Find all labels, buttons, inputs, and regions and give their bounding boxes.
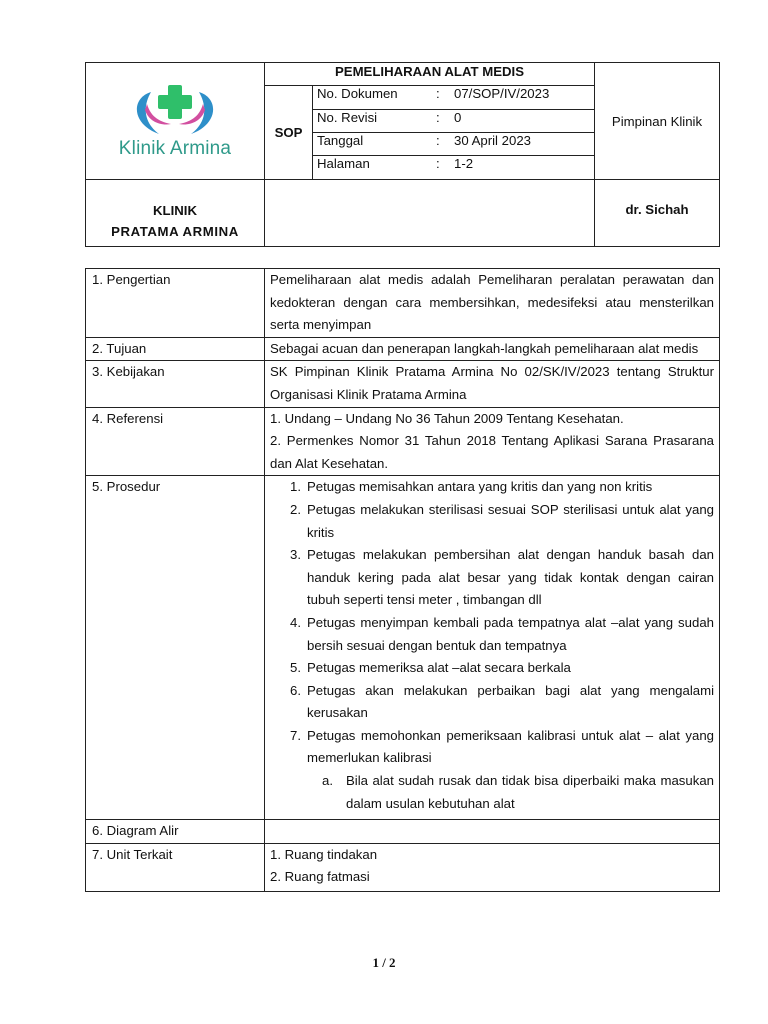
logo-area xyxy=(86,63,265,180)
section-row xyxy=(86,407,720,476)
title-row xyxy=(265,63,595,86)
procedure-item xyxy=(290,725,714,770)
header-grid xyxy=(85,62,720,247)
section-list xyxy=(265,843,720,891)
sop-label: SOP xyxy=(274,125,303,140)
procedure-item xyxy=(290,499,714,544)
meta-key: Halaman xyxy=(317,156,370,171)
procedure-text: Petugas akan melakukan perbaikan bagi alat yang mengalami kerusakan xyxy=(307,682,714,721)
section-label: 7. Unit Terkait xyxy=(86,843,265,891)
section-row xyxy=(86,361,720,407)
procedure-text: Petugas memeriksa alat –alat secara berkala xyxy=(307,660,571,676)
procedure-sub-item xyxy=(270,770,714,815)
logo-mark-icon xyxy=(123,82,227,140)
procedure-item xyxy=(290,680,714,725)
meta-value: 07/SOP/IV/2023 xyxy=(454,86,550,101)
procedure-num: 2. xyxy=(290,501,301,517)
section-row xyxy=(86,476,720,820)
clinic-name-line1: KLINIK xyxy=(153,203,197,218)
section-label: 6. Diagram Alir xyxy=(86,820,265,844)
meta-block xyxy=(313,86,595,180)
meta-row xyxy=(313,155,594,178)
page-number: 1 / 2 xyxy=(372,955,396,970)
meta-sep: : xyxy=(436,133,440,148)
reference-item: 1. Undang – Undang No 36 Tahun 2009 Tentang Kesehatan. xyxy=(270,410,624,426)
sop-body-table xyxy=(85,268,720,892)
signer-name-cell xyxy=(595,180,719,246)
signer-title-text: Pimpinan Klinik xyxy=(611,113,703,129)
procedure-text: Petugas menyimpan kembali pada tempatnya alat –alat yang sudah bersih sesuai dengan bentuk dan tempatnya xyxy=(307,614,714,653)
signer-title-cell xyxy=(595,63,719,180)
section-text xyxy=(265,820,720,844)
procedure-item xyxy=(290,657,714,680)
section-label: 5. Prosedur xyxy=(86,476,265,820)
meta-sep: : xyxy=(436,156,440,171)
procedure-sub-text: Bila alat sudah rusak dan tidak bisa diperbaiki maka masukan dalam usulan kebutuhan alat xyxy=(346,773,714,811)
meta-row xyxy=(313,86,594,109)
reference-item: 2. Permenkes Nomor 31 Tahun 2018 Tentang Aplikasi Sarana Prasarana dan Alat Kesehatan. xyxy=(270,433,714,471)
unit-item: 2. Ruang fatmasi xyxy=(270,869,370,885)
procedure-item xyxy=(290,612,714,657)
procedure-text: Petugas memisahkan antara yang kritis dan yang non kritis xyxy=(307,479,653,495)
procedure-num: 7. xyxy=(290,727,301,743)
logo-block xyxy=(119,82,231,160)
title-text: PEMELIHARAAN ALAT MEDIS xyxy=(334,64,524,79)
procedure-item xyxy=(290,476,714,499)
procedure-num: 5. xyxy=(290,660,301,676)
blank-cell xyxy=(265,180,595,246)
meta-key: No. Revisi xyxy=(317,110,378,125)
section-label: 1. Pengertian xyxy=(86,269,265,338)
section-row xyxy=(86,820,720,844)
procedure-text: Petugas melakukan sterilisasi sesuai SOP sterilisasi untuk alat yang kritis xyxy=(307,501,714,540)
procedure-item xyxy=(290,544,714,612)
section-row xyxy=(86,843,720,891)
section-row xyxy=(86,269,720,338)
sop-label-cell xyxy=(265,86,313,180)
clinic-name-cell xyxy=(86,180,265,246)
meta-key: No. Dokumen xyxy=(317,86,398,101)
meta-value: 30 April 2023 xyxy=(454,133,531,148)
unit-item: 1. Ruang tindakan xyxy=(270,846,378,862)
procedure-list xyxy=(265,476,720,820)
meta-sep: : xyxy=(436,110,440,125)
section-label: 3. Kebijakan xyxy=(86,361,265,407)
meta-value: 1-2 xyxy=(454,156,474,171)
section-text: Sebagai acuan dan penerapan langkah-langkah pemeliharaan alat medis xyxy=(265,337,720,361)
procedure-num: 1. xyxy=(290,479,301,495)
meta-row xyxy=(313,109,594,132)
procedure-text: Petugas melakukan pembersihan alat dengan handuk basah dan handuk kering pada alat besar yang tidak kontak dengan cairan tubuh seperti tensi meter , timbangan dll xyxy=(307,547,714,608)
section-list xyxy=(265,407,720,476)
meta-sep: : xyxy=(436,86,440,101)
meta-row xyxy=(313,132,594,155)
procedure-text: Petugas memohonkan pemeriksaan kalibrasi untuk alat – alat yang memerlukan kalibrasi xyxy=(307,727,714,766)
meta-key: Tanggal xyxy=(317,133,364,148)
meta-value: 0 xyxy=(454,110,462,125)
procedure-num: 6. xyxy=(290,682,301,698)
section-label: 4. Referensi xyxy=(86,407,265,476)
logo-wordmark: Klinik Armina xyxy=(118,138,232,159)
section-text: Pemeliharaan alat medis adalah Pemeliharan peralatan perawatan dan kedokteran dengan cara membersihkan, medesifeksi atau mensterilkan serta menyimpan xyxy=(265,269,720,338)
clinic-name-line2: PRATAMA ARMINA xyxy=(111,224,239,239)
section-row xyxy=(86,337,720,361)
section-text: SK Pimpinan Klinik Pratama Armina No 02/SK/IV/2023 tentang Struktur Organisasi Klinik Pratama Armina xyxy=(265,361,720,407)
procedure-sub-num: a. xyxy=(322,773,333,789)
procedure-num: 4. xyxy=(290,614,301,630)
signer-name: dr. Sichah xyxy=(625,202,689,217)
procedure-num: 3. xyxy=(290,547,301,563)
section-label: 2. Tujuan xyxy=(86,337,265,361)
